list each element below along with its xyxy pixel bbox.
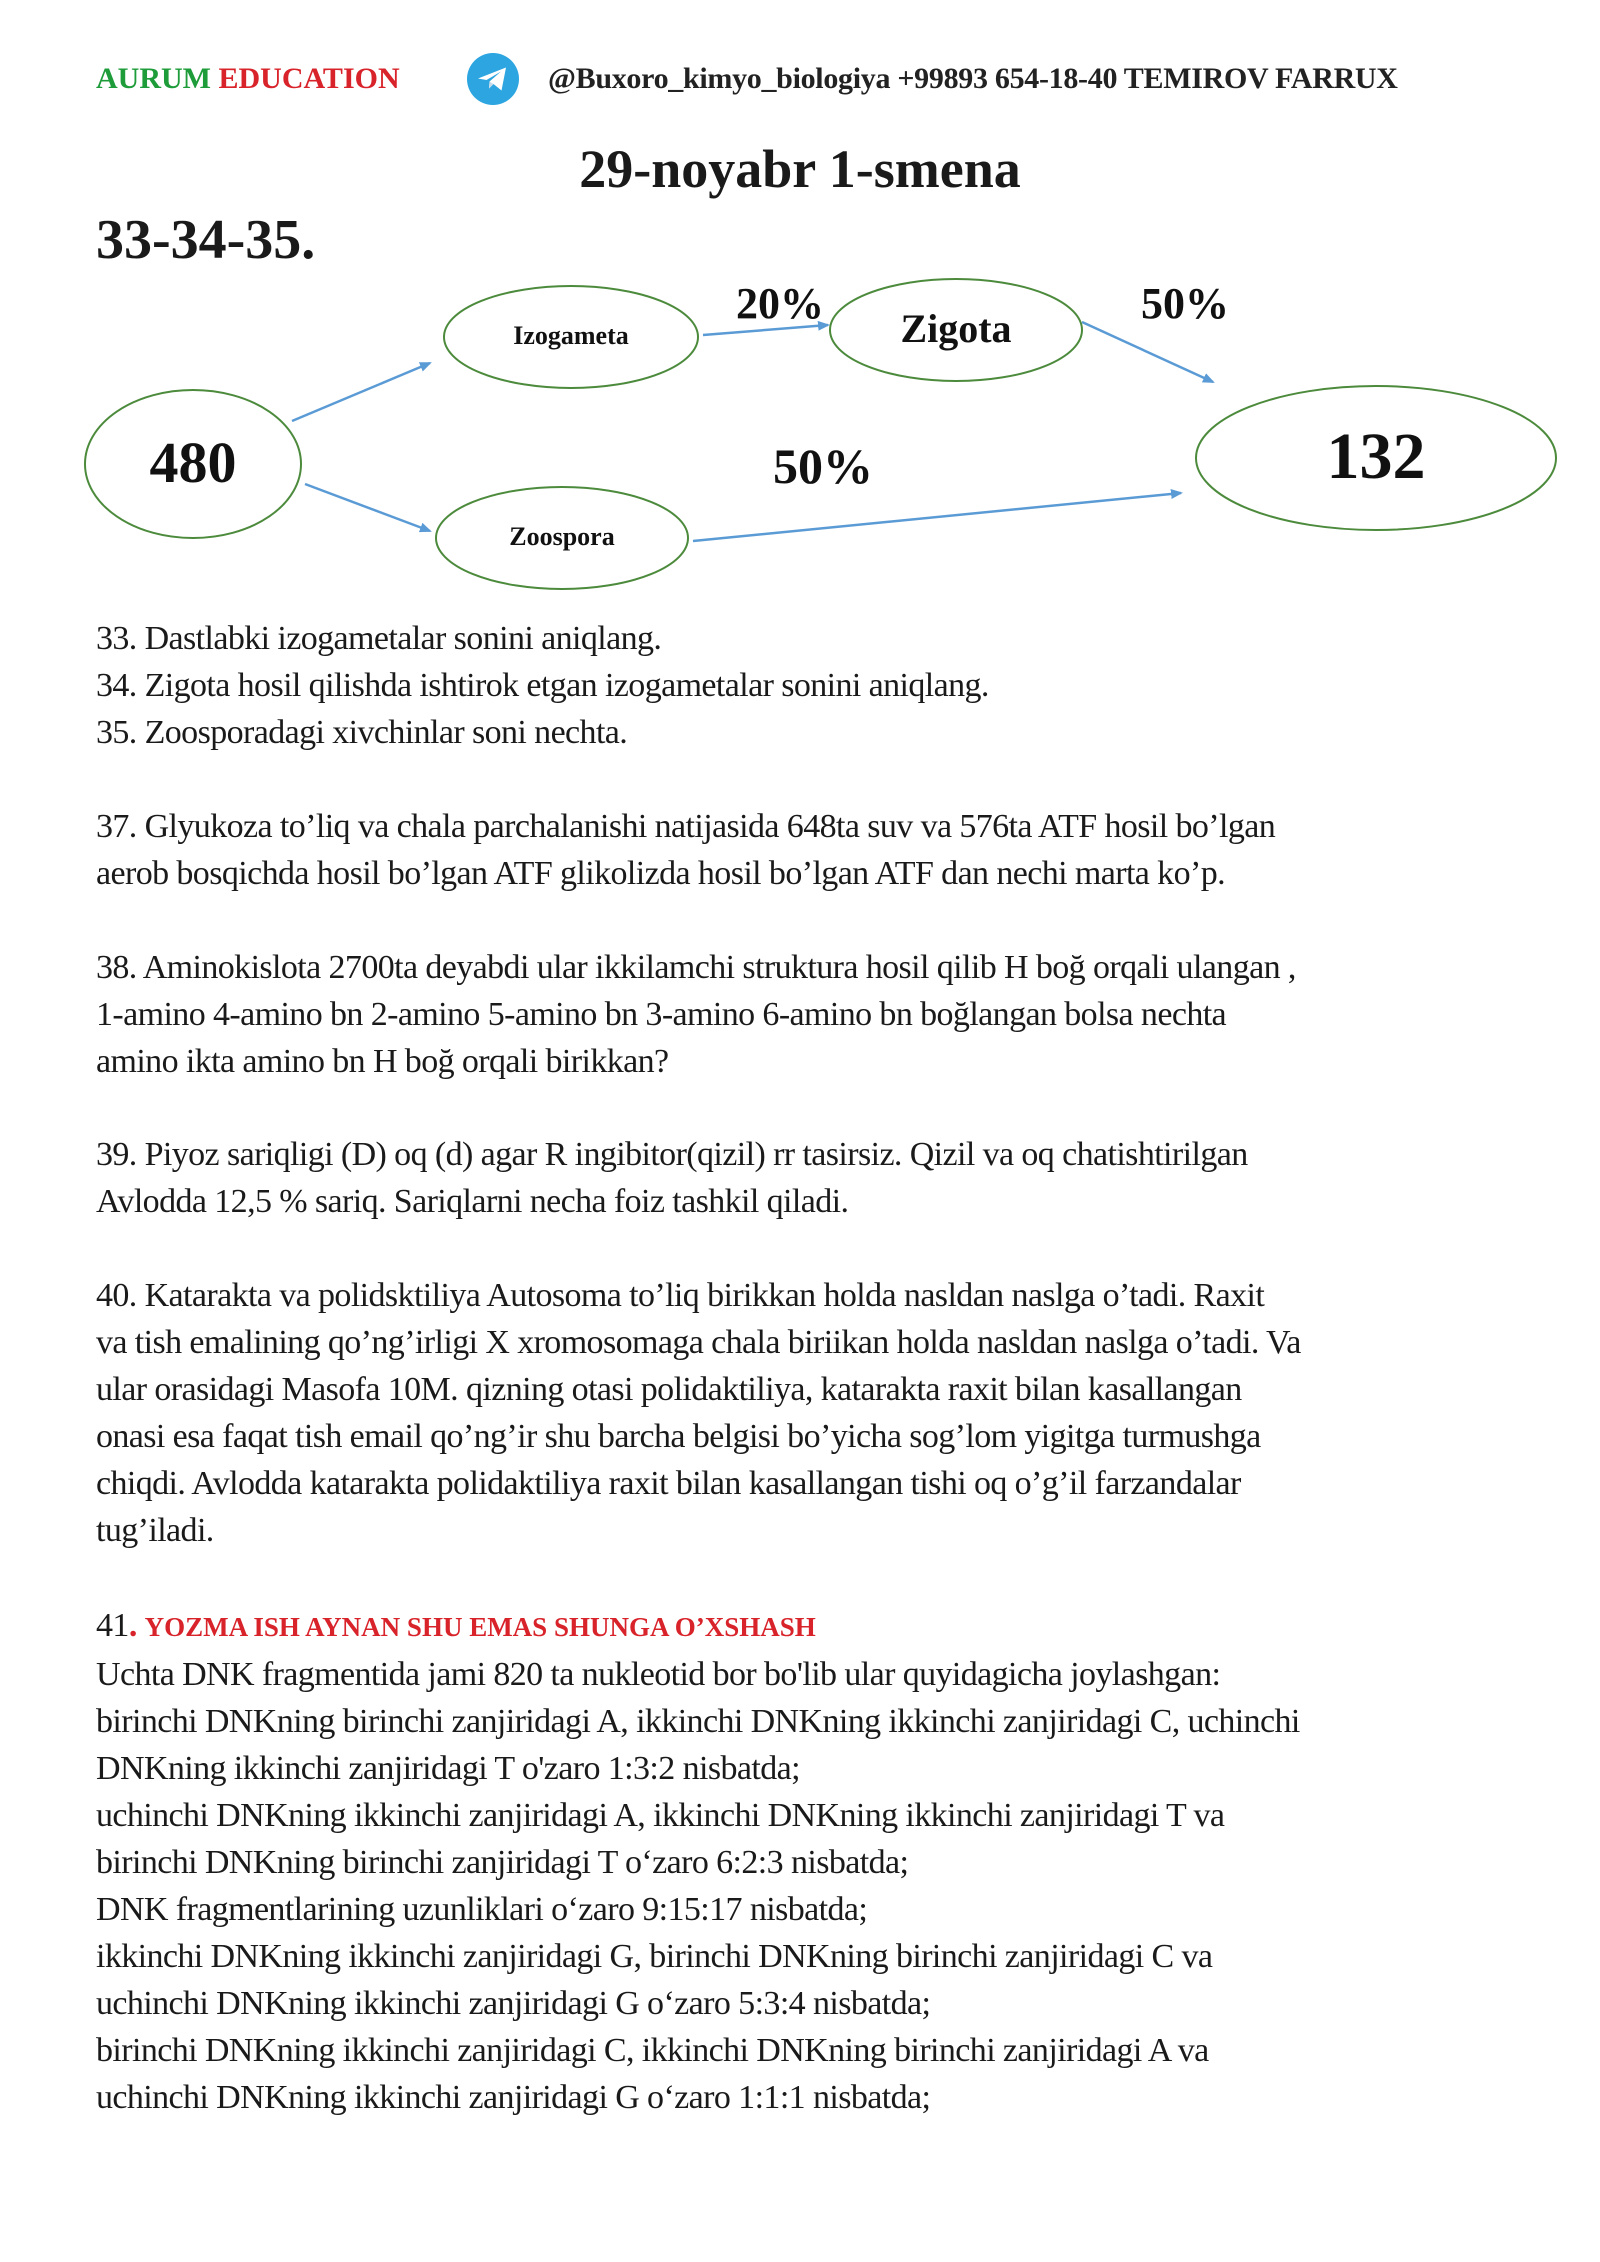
arrow-start-izogameta [292,363,430,421]
question-41-line: ikkinchi DNKning ikkinchi zanjiridagi G, birinchi DNKning birinchi zanjiridagi C va [96,1938,1213,1975]
question-40-line: tug’iladi. [96,1512,214,1549]
question-39-line: Avlodda 12,5 % sariq. Sariqlarni necha foiz tashkil qiladi. [96,1183,849,1220]
brand-part-2: EDUCATION [218,62,400,95]
question-41-dot: . [128,1607,137,1644]
question-40-line: ular orasidagi Masofa 10M. qizning otasi polidaktiliya, katarakta raxit bilan kasallangan [96,1371,1242,1408]
questions-33-35 [96,615,1516,756]
question-38-line: amino ikta amino bn H boğ orqali birikkan? [96,1043,669,1080]
arrow-zoospora-end [693,493,1181,541]
question-38-line: 1-amino 4-amino bn 2-amino 5-amino bn 3-amino 6-amino bn boğlangan bolsa nechta [96,996,1227,1033]
question-38-line: 38. Aminokislota 2700ta deyabdi ular ikkilamchi struktura hosil qilib H boğ orqali ulangan , [96,949,1296,986]
zoospora-label: Zoospora [509,522,615,551]
question-33: 33. Dastlabki izogametalar sonini aniqlang. [96,620,662,657]
question-41-line: birinchi DNKning birinchi zanjiridagi A, ikkinchi DNKning ikkinchi zanjiridagi C, uchinchi [96,1703,1300,1740]
contact-info: @Buxoro_kimyo_biologiya +99893 654-18-40 TEMIROV FARRUX [548,62,1398,95]
question-35: 35. Zoosporadagi xivchinlar soni nechta. [96,714,628,751]
arrow-start-zoospora [305,484,430,531]
question-40-line: chiqdi. Avlodda katarakta polidaktiliya raxit bilan kasallangan tishi oq o’g’il farzandalar [96,1465,1241,1502]
question-39-line: 39. Piyoz sariqligi (D) oq (d) agar R ingibitor(qizil) rr tasirsiz. Qizil va oq chatishtirilgan [96,1136,1248,1173]
question-37-line: aerob bosqichda hosil bo’lgan ATF glikolizda hosil bo’lgan ATF dan nechi marta ko’p. [96,855,1226,892]
telegram-icon [466,52,520,106]
percent-zoospora-end: 50% [773,438,873,494]
zigota-label: Zigota [900,306,1012,351]
brand-part-1: AURUM [96,62,211,95]
question-40-line: 40. Katarakta va polidsktiliya Autosoma to’liq birikkan holda nasldan naslga o’tadi. Raxit [96,1277,1265,1314]
question-37-line: 37. Glyukoza to’liq va chala parchalanishi natijasida 648ta suv va 576ta ATF hosil bo’lgan [96,808,1276,845]
question-41-line: DNK fragmentlarining uzunliklari o‘zaro 9:15:17 nisbatda; [96,1891,868,1928]
question-41-line: uchinchi DNKning ikkinchi zanjiridagi A, ikkinchi DNKning ikkinchi zanjiridagi T va [96,1797,1225,1834]
question-numbers: 33-34-35. [96,209,316,271]
question-41-line: birinchi DNKning birinchi zanjiridagi T o‘zaro 6:2:3 nisbatda; [96,1844,909,1881]
question-41-line: uchinchi DNKning ikkinchi zanjiridagi G o‘zaro 1:1:1 nisbatda; [96,2079,931,2116]
start-value: 480 [149,430,237,495]
izogameta-label: Izogameta [513,321,629,350]
question-40-line: va tish emalining qo’ng’irligi X xromosomaga chala biriikan holda nasldan naslga o’tadi. Va [96,1324,1301,1361]
brand-name [96,62,400,96]
question-41 [96,1602,1516,2121]
question-41-warning: YOZMA ISH AYNAN SHU EMAS SHUNGA O’XSHASH [144,1612,816,1642]
percent-zigota-end: 50% [1141,279,1229,328]
question-38 [96,944,1516,1085]
question-41-heading [96,1602,1516,1651]
question-41-line: DNKning ikkinchi zanjiridagi T o'zaro 1:3:2 nisbatda; [96,1750,800,1787]
question-41-line: birinchi DNKning ikkinchi zanjiridagi C, ikkinchi DNKning birinchi zanjiridagi A va [96,2032,1209,2069]
arrow-zigota-end [1082,322,1213,382]
end-value: 132 [1326,420,1426,493]
page-title: 29-noyabr 1-smena [579,139,1021,199]
lifecycle-diagram [0,270,1600,600]
question-34: 34. Zigota hosil qilishda ishtirok etgan izogametalar sonini aniqlang. [96,667,989,704]
question-40-line: onasi esa faqat tish email qo’ng’ir shu barcha belgisi bo’yicha sog’lom yigitga turmushga [96,1418,1261,1455]
page-header [96,52,1506,108]
percent-izogameta-zigota: 20% [736,279,824,328]
question-41-line: Uchta DNK fragmentida jami 820 ta nukleotid bor bo'lib ular quyidagicha joylashgan: [96,1656,1221,1693]
question-40 [96,1272,1516,1554]
question-39 [96,1131,1516,1225]
question-37 [96,803,1516,897]
question-41-number: 41 [96,1607,129,1644]
question-41-line: uchinchi DNKning ikkinchi zanjiridagi G o‘zaro 5:3:4 nisbatda; [96,1985,931,2022]
